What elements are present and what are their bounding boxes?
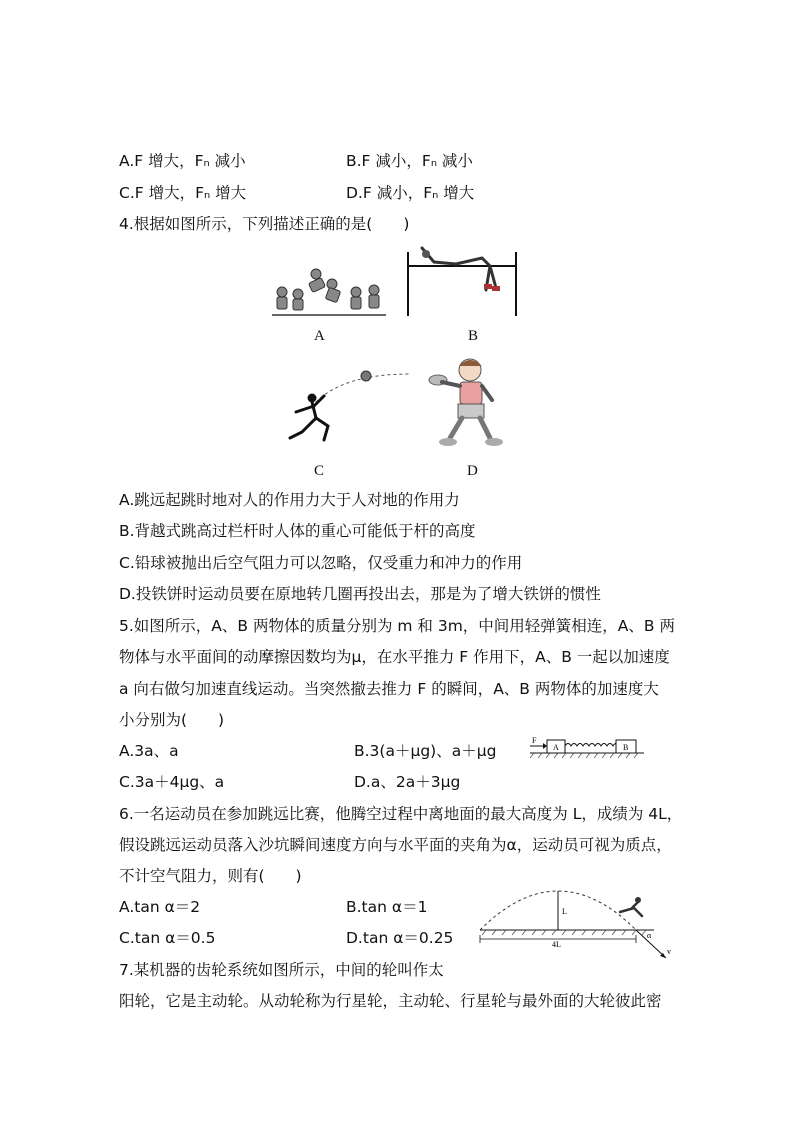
q4-option-b: B.背越式跳高过栏杆时人体的重心可能低于杆的高度	[119, 522, 476, 540]
q6-figure-trajectory	[474, 882, 674, 960]
q6-stem-line3: 不计空气阻力，则有( )	[119, 867, 302, 885]
q6-option-a: A.tan α＝2	[119, 898, 201, 916]
q7-stem-line1: 7.某机器的齿轮系统如图所示，中间的轮叫作太	[119, 961, 444, 979]
q7-stem-line2: 阳轮，它是主动轮。从动轮称为行星轮，主动轮、行星轮与最外面的大轮彼此密	[119, 992, 662, 1010]
q6-option-d: D.tan α＝0.25	[346, 929, 454, 947]
q5-figure-blocks-spring	[528, 734, 646, 760]
q4-option-c: C.铅球被抛出后空气阻力可以忽略，仅受重力和冲力的作用	[119, 554, 523, 572]
q6-figure-label-4l: 4L	[552, 940, 561, 949]
figure-d-discus	[424, 352, 510, 450]
q6-stem-line2: 假设跳远运动员落入沙坑瞬间速度方向与水平面的夹角为α，运动员可视为质点，	[119, 836, 672, 854]
q3-option-a: A.F 增大，Fₙ 减小	[119, 152, 246, 170]
q5-figure-label-b: B	[623, 743, 629, 752]
q5-option-d: D.a、2a＋3μg	[354, 773, 461, 791]
q3-option-b: B.F 减小，Fₙ 减小	[346, 152, 473, 170]
q5-stem-line4: 小分别为( )	[119, 711, 225, 729]
q3-option-d: D.F 减小，Fₙ 增大	[346, 184, 475, 202]
figure-a-caption: A	[314, 328, 325, 344]
q6-option-c: C.tan α＝0.5	[119, 929, 216, 947]
q6-figure-label-v: v	[667, 947, 671, 956]
figure-a-long-jump	[270, 262, 388, 318]
q5-stem-line2: 物体与水平面间的动摩擦因数均为μ，在水平推力 F 作用下，A、B 一起以加速度	[119, 648, 670, 666]
q6-stem-line1: 6.一名运动员在参加跳远比赛，他腾空过程中离地面的最大高度为 L，成绩为 4L，	[119, 805, 683, 823]
q4-option-d: D.投铁饼时运动员要在原地转几圈再投出去，那是为了增大铁饼的惯性	[119, 585, 601, 603]
figure-b-high-jump	[404, 244, 520, 318]
q6-option-b: B.tan α＝1	[346, 898, 428, 916]
q6-figure-label-l: L	[562, 907, 567, 916]
q5-stem-line3: a 向右做匀加速直线运动。当突然撤去推力 F 的瞬间，A、B 两物体的加速度大	[119, 680, 659, 698]
figure-d-caption: D	[467, 463, 478, 479]
q6-figure-label-alpha: α	[647, 931, 652, 940]
q5-stem-line1: 5.如图所示，A、B 两物体的质量分别为 m 和 3m，中间用轻弹簧相连，A、B 两	[119, 617, 675, 635]
figure-c-shot-put	[284, 364, 414, 444]
q4-option-a: A.跳远起跳时地对人的作用力大于人对地的作用力	[119, 491, 460, 509]
q5-figure-label-f: F	[532, 736, 537, 745]
q3-option-c: C.F 增大，Fₙ 增大	[119, 184, 247, 202]
q4-stem: 4.根据如图所示，下列描述正确的是( )	[119, 215, 410, 233]
figure-c-caption: C	[314, 463, 325, 479]
figure-b-caption: B	[468, 328, 479, 344]
q5-option-c: C.3a＋4μg、a	[119, 773, 225, 791]
q5-option-b: B.3(a＋μg)、a＋μg	[354, 742, 497, 760]
q5-option-a: A.3a、a	[119, 742, 179, 760]
q5-figure-label-a: A	[553, 743, 559, 752]
